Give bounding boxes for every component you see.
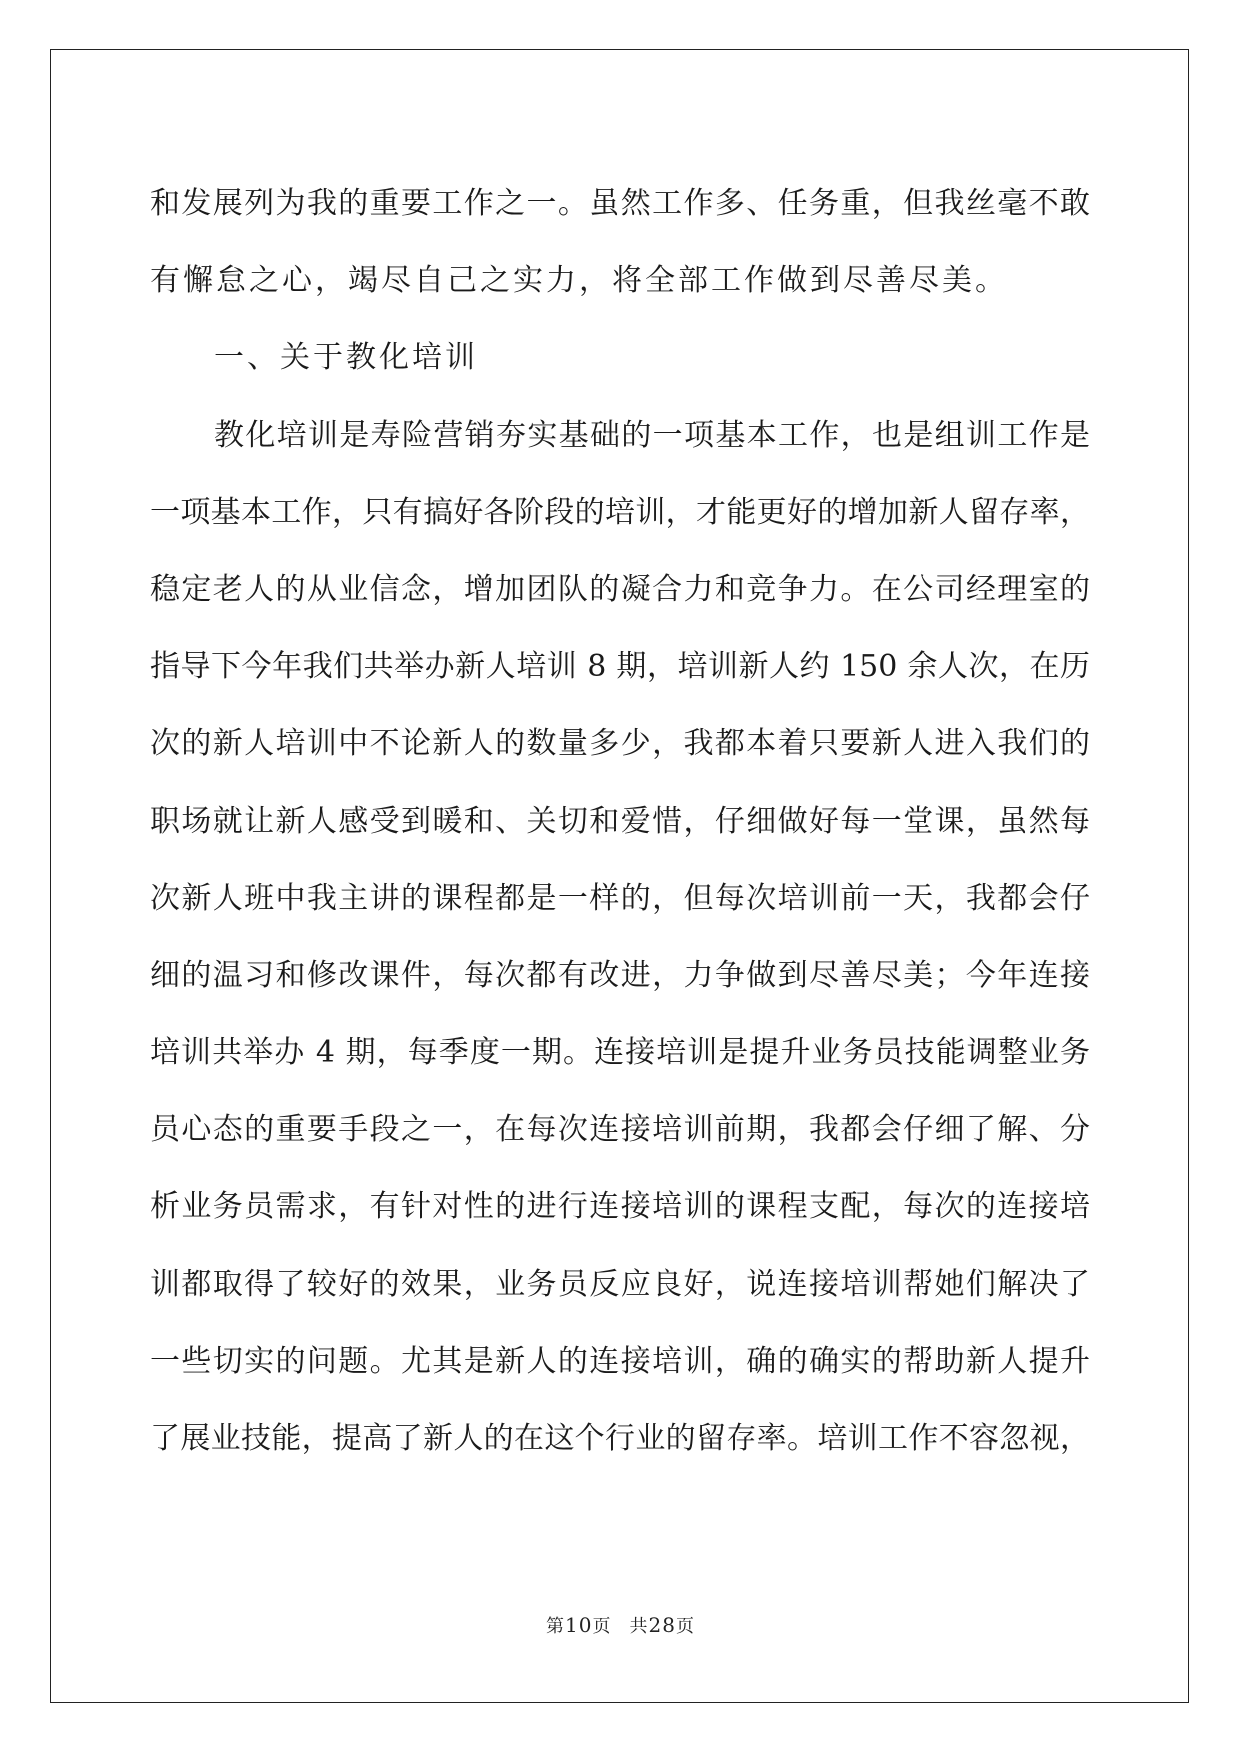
text-line-7: 指导下今年我们共举办新人培训 8 期，培训新人约 150 余人次，在历 (150, 649, 1090, 685)
text-line-17: 了展业技能，提高了新人的在这个行业的留存率。培训工作不容忽视， (150, 1421, 1090, 1456)
page-footer (0, 1612, 1241, 1638)
text-line-14: 析业务员需求，有针对性的进行连接培训的课程支配，每次的连接培 (150, 1189, 1090, 1225)
text-line-9: 职场就让新人感受到暖和、关切和爱惜，仔细做好每一堂课，虽然每 (150, 803, 1090, 839)
text-line-6: 稳定老人的从业信念，增加团队的凝合力和竞争力。在公司经理室的 (150, 571, 1090, 607)
page-suffix: 页 (592, 1616, 612, 1637)
text-line-13: 员心态的重要手段之一，在每次连接培训前期，我都会仔细了解、分 (150, 1112, 1090, 1148)
text-line-8: 次的新人培训中不论新人的数量多少，我都本着只要新人进入我们的 (150, 726, 1090, 762)
section-heading: 一、关于教化培训 (214, 340, 478, 376)
document-body (150, 165, 1090, 1477)
text-line-1: 和发展列为我的重要工作之一。虽然工作多、任务重，但我丝毫不敢 (150, 186, 1090, 221)
text-line-10: 次新人班中我主讲的课程都是一样的，但每次培训前一天，我都会仔 (150, 880, 1090, 916)
text-line-4: 教化培训是寿险营销夯实基础的一项基本工作，也是组训工作是 (214, 417, 1090, 453)
total-prefix: 共 (629, 1616, 649, 1637)
text-line-5: 一项基本工作，只有搞好各阶段的培训，才能更好的增加新人留存率， (150, 494, 1090, 530)
total-pages: 28 (648, 1613, 676, 1637)
page-prefix: 第 (546, 1616, 566, 1637)
text-line-2: 有懈怠之心，竭尽自己之实力，将全部工作做到尽善尽美。 (150, 263, 1008, 299)
page-number: 10 (565, 1613, 593, 1637)
text-line-16: 一些切实的问题。尤其是新人的连接培训，确的确实的帮助新人提升 (150, 1343, 1090, 1379)
text-line-12: 培训共举办 4 期，每季度一期。连接培训是提升业务员技能调整业务 (150, 1035, 1090, 1071)
text-line-11: 细的温习和修改课件，每次都有改进，力争做到尽善尽美；今年连接 (150, 957, 1090, 993)
text-line-15: 训都取得了较好的效果，业务员反应良好，说连接培训帮她们解决了 (150, 1266, 1090, 1302)
total-suffix: 页 (675, 1616, 695, 1637)
